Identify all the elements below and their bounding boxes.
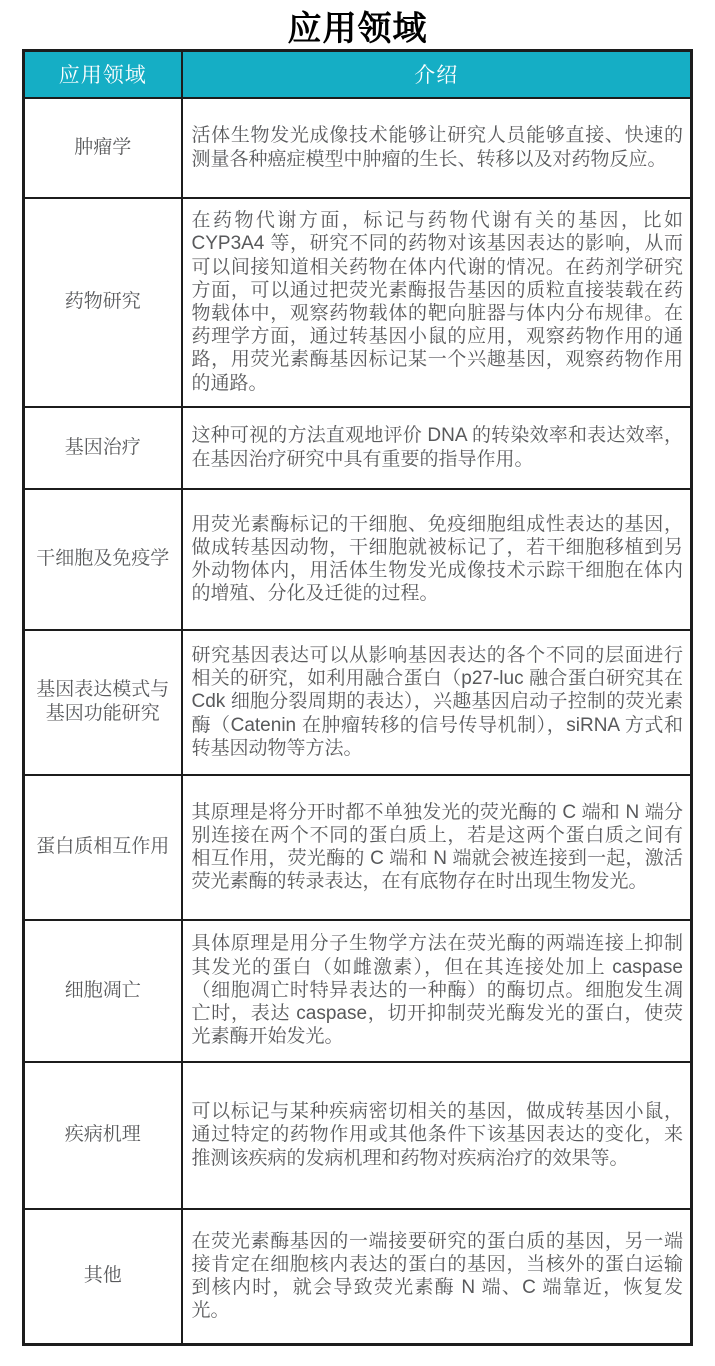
table-body	[24, 98, 692, 1345]
table-row	[24, 407, 692, 489]
introduction-cell: 具体原理是用分子生物学方法在荧光酶的两端连接上抑制其发光的蛋白（如雌激素），但在其连接处加上 caspase（细胞凋亡时特异表达的一种酶）的酶切点。细胞发生凋亡时，表达 caspase，切开抑制荧光酶发光的蛋白，使荧光素酶开始发光。	[182, 920, 692, 1062]
introduction-cell: 在药物代谢方面，标记与药物代谢有关的基因，比如 CYP3A4 等，研究不同的药物对该基因表达的影响，从而可以间接知道相关药物在体内代谢的情况。在药剂学研究方面，可以通过把荧光素酶报告基因的质粒直接装载在药物载体中，观察药物载体的靶向脏器与体内分布规律。在药理学方面，通过转基因小鼠的应用，观察药物作用的通路，用荧光素酶基因标记某一个兴趣基因，观察药物作用的通路。	[182, 198, 692, 407]
introduction-cell: 其原理是将分开时都不单独发光的荧光酶的 C 端和 N 端分别连接在两个不同的蛋白质上，若是这两个蛋白质之间有相互作用，荧光酶的 C 端和 N 端就会被连接到一起，激活荧光素酶的转录表达，在有底物存在时出现生物发光。	[182, 775, 692, 920]
introduction-cell: 在荧光素酶基因的一端接要研究的蛋白质的基因，另一端接肯定在细胞核内表达的蛋白的基因，当核外的蛋白运输到核内时，就会导致荧光素酶 N 端、C 端靠近，恢复发光。	[182, 1209, 692, 1345]
introduction-cell: 可以标记与某种疾病密切相关的基因，做成转基因小鼠，通过特定的药物作用或其他条件下该基因表达的变化，来推测该疾病的发病机理和药物对疾病治疗的效果等。	[182, 1062, 692, 1209]
column-header-area: 应用领域	[24, 51, 182, 98]
table-row	[24, 198, 692, 407]
introduction-cell: 这种可视的方法直观地评价 DNA 的转染效率和表达效率，在基因治疗研究中具有重要的指导作用。	[182, 407, 692, 489]
introduction-cell: 活体生物发光成像技术能够让研究人员能够直接、快速的测量各种癌症模型中肿瘤的生长、转移以及对药物反应。	[182, 98, 692, 198]
header-row	[24, 51, 692, 98]
table-row	[24, 1209, 692, 1345]
table-row	[24, 98, 692, 198]
table-row	[24, 1062, 692, 1209]
application-area-cell: 疾病机理	[24, 1062, 182, 1209]
table-row	[24, 775, 692, 920]
page-title: 应用领域	[287, 10, 428, 48]
application-area-cell: 肿瘤学	[24, 98, 182, 198]
application-area-cell: 细胞凋亡	[24, 920, 182, 1062]
table-row	[24, 489, 692, 630]
introduction-cell: 研究基因表达可以从影响基因表达的各个不同的层面进行相关的研究，如利用融合蛋白（p27-luc 融合蛋白研究其在 Cdk 细胞分裂周期的表达），兴趣基因启动子控制的荧光素酶（Catenin 在肿瘤转移的信号传导机制），siRNA 方式和转基因动物等方法。	[182, 630, 692, 775]
table-header	[24, 51, 692, 98]
application-area-cell: 蛋白质相互作用	[24, 775, 182, 920]
application-area-cell: 其他	[24, 1209, 182, 1345]
column-header-intro: 介绍	[182, 51, 692, 98]
application-area-cell: 基因治疗	[24, 407, 182, 489]
table-row	[24, 630, 692, 775]
application-area-cell: 药物研究	[24, 198, 182, 407]
applications-table	[22, 49, 693, 1346]
application-area-cell: 干细胞及免疫学	[24, 489, 182, 630]
application-area-cell: 基因表达模式与基因功能研究	[24, 630, 182, 775]
introduction-cell: 用荧光素酶标记的干细胞、免疫细胞组成性表达的基因，做成转基因动物，干细胞就被标记了，若干细胞移植到另外动物体内，用活体生物发光成像技术示踪干细胞在体内的增殖、分化及迁徙的过程。	[182, 489, 692, 630]
table-row	[24, 920, 692, 1062]
